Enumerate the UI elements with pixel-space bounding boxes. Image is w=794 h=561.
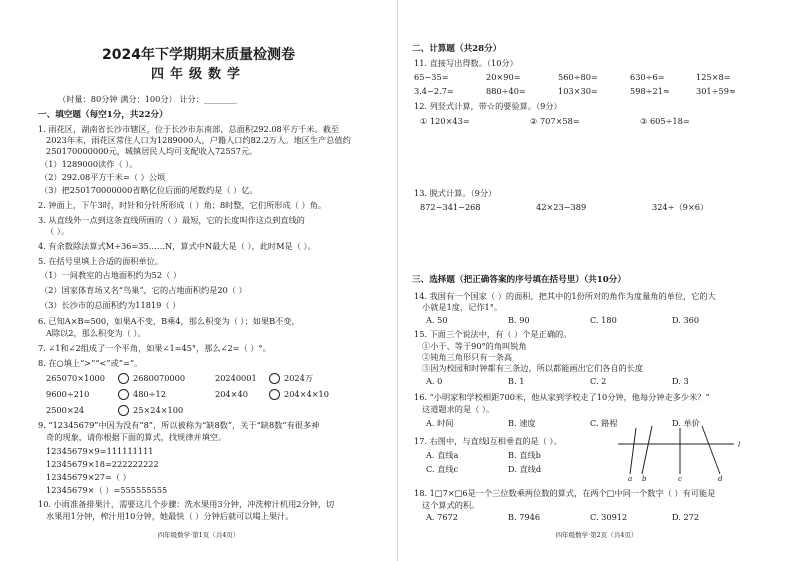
line-b — [642, 426, 652, 474]
line-d — [702, 426, 720, 474]
q12-item: ③ 605÷18= — [640, 116, 690, 126]
q5-sub1: （1）一间教室的占地面积约为52（ ） — [40, 270, 182, 280]
q8-right-1: 2680070000 — [133, 373, 186, 383]
q1-sub1: （1）1289000读作（ ）。 — [40, 159, 138, 169]
q13-item: 324÷（9×6） — [652, 202, 709, 212]
line-a — [630, 428, 636, 474]
q8-right-4: 204×4×10 — [284, 389, 329, 399]
compare-circle — [269, 389, 280, 400]
q14-option-b: B. 90 — [508, 315, 530, 325]
q11-item: 301÷59≈ — [696, 86, 736, 96]
compare-circle — [118, 373, 129, 384]
q10-text-a: 10. 小雨准备排果汁，需要这几个步骤：洗水果用3分钟，冲洗榨汁机用2分钟，切 — [38, 499, 335, 509]
q11-text: 11. 直接写出得数。（10分） — [414, 58, 518, 68]
q8-left-3: 9600÷210 — [46, 389, 90, 399]
q1-text-c: 250170000000元，城镇居民人均可支配收入72557元。 — [46, 146, 258, 156]
q15-option-d: D. 3 — [672, 376, 689, 386]
q17-option-b: B. 直线b — [508, 450, 541, 460]
q17-option-d: D. 直线d — [508, 464, 542, 474]
q11-item: 630÷6= — [630, 72, 665, 82]
compare-circle — [118, 405, 129, 416]
q11-row-2 — [414, 86, 736, 96]
page-right — [397, 0, 794, 561]
q1-text-b: 2023年末，雨花区常住人口为1289000人，户籍人口约82.2万人。地区生产总值约 — [46, 135, 351, 145]
q14-options — [426, 315, 699, 325]
q8-left-2: 20240001 — [215, 373, 257, 383]
q10-text-b: 水果用1分钟，榨汁用10分钟，她最快（ ）分钟后就可以喝上果汁。 — [46, 511, 294, 521]
q1-sub3: （3）把250170000000省略亿位后面的尾数约是（ ）亿。 — [40, 185, 258, 195]
q11-item: 65−35= — [414, 72, 449, 82]
q15-statement-3: ③因为校园和时钟都有三条边，所以都能画出它们各自的长度 — [422, 363, 644, 373]
q16-option-c: C. 路程 — [590, 418, 618, 428]
q16-option-d: D. 单价 — [672, 418, 700, 428]
q17-option-a: A. 直线a — [426, 450, 459, 460]
label-a: a — [628, 475, 633, 482]
q8-row-2 — [46, 389, 329, 400]
exam-meta: （时量：80分钟 满分：100分） 计分：________ — [58, 94, 237, 104]
q8-left-5: 2500×24 — [46, 405, 85, 415]
label-d: d — [718, 475, 723, 482]
q17-text: 17. 右图中，与直线l互相垂直的是（ ）。 — [414, 436, 562, 446]
q13-text: 13. 脱式计算。（9分） — [414, 188, 497, 198]
q11-row-1 — [414, 72, 731, 82]
q13-items — [420, 202, 708, 212]
q15-options — [426, 376, 689, 386]
q1-text-a: 1. 雨花区，湖南省长沙市辖区，位于长沙市东南部，总面积292.08平方千米。截至 — [38, 124, 340, 134]
q6-text-b: A除以2，那么积变为（ ）。 — [46, 328, 146, 338]
q11-item: 880÷40= — [486, 86, 526, 96]
label-b: b — [642, 475, 647, 482]
q12-item: ② 707×58= — [530, 116, 580, 126]
q6-text-a: 6. 已知A×B=500，如果A不变，B乘4，那么积变为（ ）；如果B不变， — [38, 316, 300, 326]
q9-line-2: 12345679×18=222222222 — [46, 459, 159, 469]
q18-option-c: C. 30912 — [590, 512, 628, 522]
q9-line-4: 12345679×（ ）=555555555 — [46, 485, 168, 495]
q15-text: 15. 下面三个说法中，有（ ）个是正确的。 — [414, 329, 572, 339]
section-3-heading: 三、选择题（把正确答案的序号填在括号里）（共10分） — [412, 275, 626, 285]
q14-option-d: D. 360 — [672, 315, 700, 325]
q18-option-d: D. 272 — [672, 512, 700, 522]
q3-text-a: 3. 从直线外一点到这条直线所画的（ ）最短，它的长度叫作这点到直线的 — [38, 215, 305, 225]
label-c: c — [678, 475, 682, 482]
exam-title: 2024年下学期期末质量检测卷 — [102, 47, 295, 63]
q8-left-1: 265070×1000 — [46, 373, 105, 383]
q12-item: ① 120×43= — [420, 116, 470, 126]
q13-item: 872−341−268 — [420, 202, 481, 212]
q16-option-a: A. 时间 — [426, 418, 454, 428]
q17-options-2 — [426, 464, 541, 474]
q18-text-a: 18. 1□7×□6是一个三位数乘两位数的算式，在两个□中同一个数字（ ）有可能是 — [414, 488, 716, 498]
q8-right-3: 480÷12 — [133, 389, 166, 399]
compare-circle — [269, 373, 280, 384]
q12-items — [420, 116, 690, 126]
q15-option-c: C. 2 — [590, 376, 607, 386]
exam-subtitle: 四年级数学 — [150, 67, 246, 82]
q18-option-b: B. 7946 — [508, 512, 541, 522]
q5-text: 5. 在括号里填上合适的面积单位。 — [38, 256, 164, 266]
section-1-heading: 一、填空题（每空1分，共22分） — [38, 110, 168, 120]
q8-left-4: 204×40 — [215, 389, 248, 399]
q3-text-b: （ ）。 — [46, 226, 70, 236]
q9-text-a: 9. “12345679”中因为没有“8”，所以被称为“缺8数”，关于“缺8数”有很多神 — [38, 420, 320, 430]
q8-right-2: 2024万 — [284, 373, 314, 383]
q8-row-1 — [46, 373, 313, 384]
q18-options — [426, 512, 699, 522]
q15-option-a: A. 0 — [426, 376, 443, 386]
q17-options-1 — [426, 450, 541, 460]
compare-circle — [118, 389, 129, 400]
q12-text: 12. 列竖式计算，带☆的要验算。（9分） — [414, 101, 562, 111]
q13-item: 42×23−389 — [536, 202, 587, 212]
q7-text: 7. ∠1和∠2组成了一个平角，如果∠1=45°，那么∠2=（ ）°。 — [38, 343, 271, 353]
page-footer-left: 四年级数学·第1页（共4页） — [157, 531, 240, 539]
q11-item: 560÷80= — [558, 72, 598, 82]
section-2-heading: 二、计算题（共28分） — [412, 44, 502, 54]
q1-sub2: （2）292.08平方千米=（ ）公顷 — [40, 172, 166, 182]
q14-text-b: 小就是1度，记作1°。 — [422, 302, 503, 312]
page-footer-right: 四年级数学·第2页（共4页） — [555, 531, 638, 539]
label-l: l — [738, 441, 741, 449]
q9-line-1: 12345679×9=111111111 — [46, 446, 154, 456]
q18-option-a: A. 7672 — [426, 512, 458, 522]
q11-item: 20×90= — [486, 72, 521, 82]
q2-text: 2. 钟面上，下午3时，时针和分针所形成（ ）角；8时整，它们所形成（ ）角。 — [38, 200, 327, 210]
q9-line-3: 12345679×27=（ ） — [46, 472, 131, 482]
q16-option-b: B. 速度 — [508, 418, 536, 428]
q17-option-c: C. 直线c — [426, 464, 459, 474]
q16-text-a: 16. “小明家和学校相距700米，他从家到学校走了10分钟，他每分钟走多少米？” — [414, 392, 710, 402]
q8-row-3 — [46, 405, 183, 416]
q4-text: 4. 有余数除法算式M÷36=35……N，算式中N最大是（ ），此时M是（ ）。 — [38, 241, 316, 251]
q8-right-5: 25×24×100 — [133, 405, 184, 415]
q11-item: 3.4−2.7= — [414, 86, 454, 96]
q9-text-b: 奇的现象，请你根据下面的算式，找规律并填空。 — [46, 432, 227, 442]
q11-item: 103×30= — [558, 86, 598, 96]
q18-text-b: 这个算式的积。 — [422, 500, 480, 510]
q11-item: 125×8= — [696, 72, 731, 82]
q11-item: 598÷21≈ — [630, 86, 670, 96]
q15-statement-1: ①小于、等于90°的角叫锐角 — [422, 341, 527, 351]
q5-sub3: （3）长沙市的总面积约为11819（ ） — [40, 300, 181, 310]
q14-text-a: 14. 我国有一个国家（ ）的面积，把其中的1份所对的角作为度量角的单位，它的大 — [414, 291, 716, 301]
q8-text: 8. 在○填上“>”“<”或“=”。 — [38, 358, 143, 368]
q14-option-c: C. 180 — [590, 315, 617, 325]
q15-option-b: B. 1 — [508, 376, 525, 386]
q5-sub2: （2）国家体育场又名“鸟巢”，它的占地面积约是20（ ） — [40, 285, 247, 295]
q15-statement-2: ②钝角三角形只有一条高 — [422, 352, 513, 362]
q16-text-b: 这道题求的是（ ）。 — [422, 404, 495, 414]
perpendicular-lines-diagram — [616, 424, 748, 482]
q14-option-a: A. 50 — [426, 315, 448, 325]
